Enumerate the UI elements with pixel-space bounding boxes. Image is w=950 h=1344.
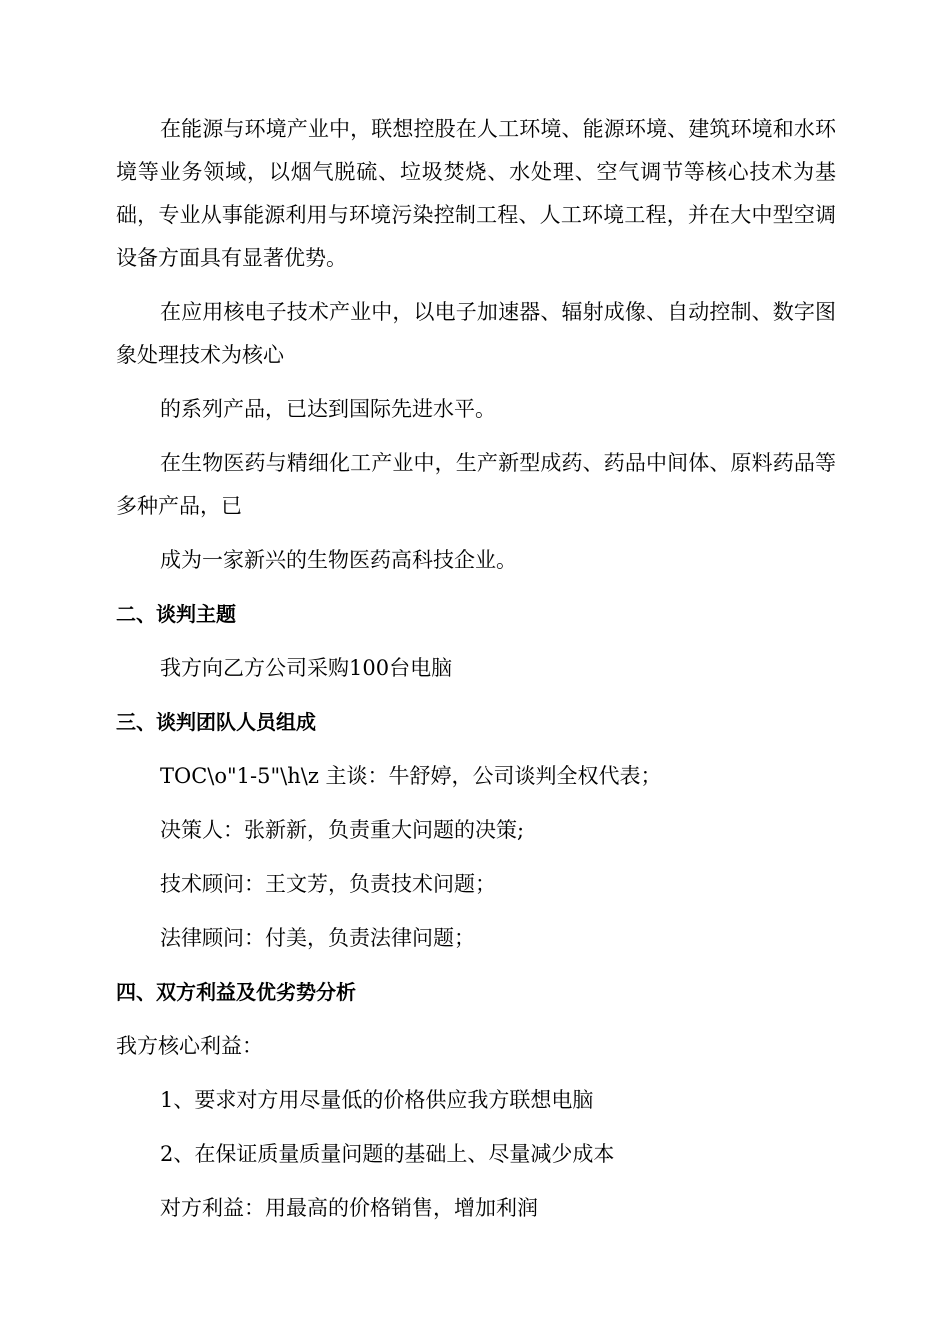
team-member-chief: TOC\o"1-5"\h\z 主谈：牛舒婷，公司谈判全权代表； [160, 764, 662, 788]
paragraph-biomedicine-cont: 成为一家新兴的生物医药高科技企业。 [160, 548, 517, 572]
document-body [116, 108, 836, 1230]
heading-interest-analysis: 四、双方利益及优劣势分析 [116, 980, 356, 1004]
team-member-tech-advisor: 技术顾问：王文芳，负责技术问题； [160, 872, 496, 896]
negotiation-topic-text: 我方向乙方公司采购100台电脑 [160, 656, 453, 680]
heading-negotiation-topic: 二、谈判主题 [116, 602, 236, 626]
team-member-legal-advisor: 法律顾问：付美，负责法律问题； [160, 926, 475, 950]
our-core-interests-label: 我方核心利益： [116, 1034, 263, 1058]
our-interest-item-2: 2、在保证质量质量问题的基础上、尽量减少成本 [160, 1142, 615, 1166]
other-party-interests: 对方利益：用最高的价格销售，增加利润 [160, 1196, 538, 1220]
paragraph-biomedicine: 在生物医药与精细化工产业中，生产新型成药、药品中间体、原料药品等多种产品，已 [116, 451, 836, 518]
paragraph-energy-environment: 在能源与环境产业中，联想控股在人工环境、能源环境、建筑环境和水环境等业务领域，以烟气脱硫、垃圾焚烧、水处理、空气调节等核心技术为基础，专业从事能源利用与环境污染控制工程、人工环境工程，并在大中型空调设备方面具有显著优势。 [116, 117, 836, 270]
heading-team-members: 三、谈判团队人员组成 [116, 710, 316, 734]
team-member-decision-maker: 决策人：张新新，负责重大问题的决策; [160, 818, 525, 842]
our-interest-item-1: 1、要求对方用尽量低的价格供应我方联想电脑 [160, 1088, 594, 1112]
paragraph-nuclear-electronics-cont: 的系列产品，已达到国际先进水平。 [160, 397, 496, 421]
paragraph-nuclear-electronics: 在应用核电子技术产业中，以电子加速器、辐射成像、自动控制、数字图象处理技术为核心 [116, 300, 836, 367]
